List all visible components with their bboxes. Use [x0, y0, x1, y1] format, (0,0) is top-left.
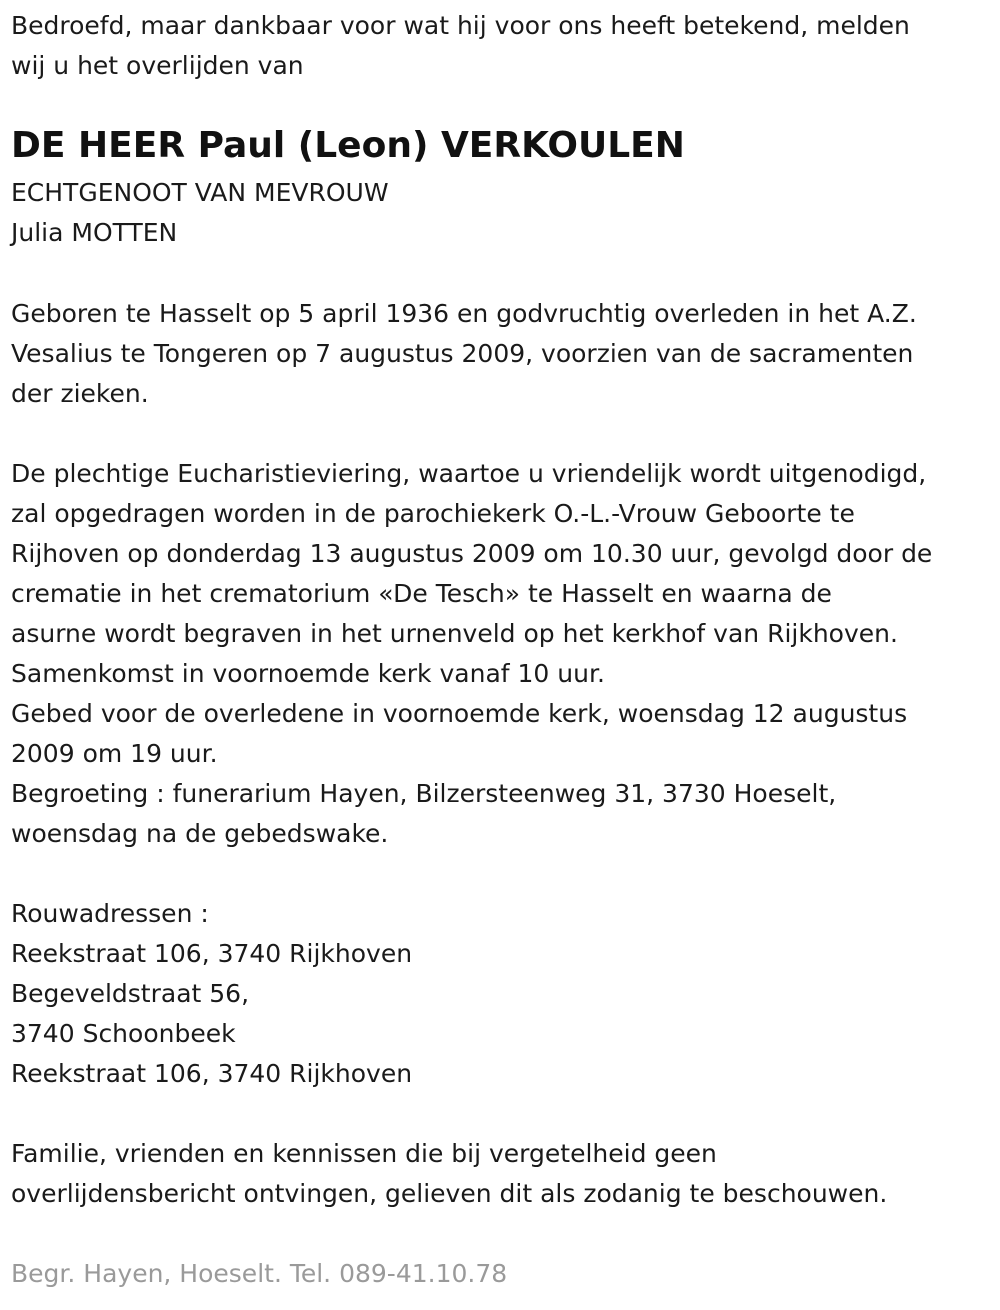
ceremony-line: asurne wordt begraven in het urnenveld op het kerkhof van Rijkhoven.	[11, 619, 898, 648]
prayer-line: 2009 om 19 uur.	[11, 739, 218, 768]
spouse-title: ECHTGENOOT VAN MEVROUW	[11, 178, 389, 207]
spouse-block	[11, 173, 389, 253]
address-line: Reekstraat 106, 3740 Rijkhoven	[11, 939, 413, 968]
ceremony-line: Rijhoven op donderdag 13 augustus 2009 om 10.30 uur, gevolgd door de	[11, 539, 933, 568]
deceased-name-heading: DE HEER Paul (Leon) VERKOULEN	[11, 125, 685, 166]
gathering-line: Samenkomst in voornoemde kerk vanaf 10 uur.	[11, 659, 605, 688]
mourning-addresses	[11, 894, 412, 1094]
addresses-heading: Rouwadressen :	[11, 899, 209, 928]
spouse-name: Julia MOTTEN	[11, 218, 178, 247]
address-line: Reekstraat 106, 3740 Rijkhoven	[11, 1059, 413, 1088]
birth-death-paragraph	[11, 294, 917, 414]
ceremony-line: zal opgedragen worden in de parochiekerk O.-L.-Vrouw Geboorte te	[11, 499, 855, 528]
prayer-line: Gebed voor de overledene in voornoemde kerk, woensdag 12 augustus	[11, 699, 908, 728]
funeral-home-footer: Begr. Hayen, Hoeselt. Tel. 089-41.10.78	[11, 1259, 508, 1288]
greeting-line: woensdag na de gebedswake.	[11, 819, 389, 848]
family-line: overlijdensbericht ontvingen, gelieven dit als zodanig te beschouwen.	[11, 1179, 888, 1208]
intro-line: wij u het overlijden van	[11, 51, 304, 80]
greeting-line: Begroeting : funerarium Hayen, Bilzersteenweg 31, 3730 Hoeselt,	[11, 779, 837, 808]
intro-paragraph	[11, 6, 910, 86]
ceremony-paragraph	[11, 454, 932, 854]
birth-line: Geboren te Hasselt op 5 april 1936 en godvruchtig overleden in het A.Z.	[11, 299, 917, 328]
birth-line: der zieken.	[11, 379, 149, 408]
birth-line: Vesalius te Tongeren op 7 augustus 2009, voorzien van de sacramenten	[11, 339, 914, 368]
address-line: 3740 Schoonbeek	[11, 1019, 236, 1048]
address-line: Begeveldstraat 56,	[11, 979, 250, 1008]
intro-line: Bedroefd, maar dankbaar voor wat hij voor ons heeft betekend, melden	[11, 11, 910, 40]
family-notice-paragraph	[11, 1134, 887, 1214]
family-line: Familie, vrienden en kennissen die bij vergetelheid geen	[11, 1139, 717, 1168]
ceremony-line: crematie in het crematorium «De Tesch» te Hasselt en waarna de	[11, 579, 832, 608]
ceremony-line: De plechtige Eucharistieviering, waartoe u vriendelijk wordt uitgenodigd,	[11, 459, 927, 488]
